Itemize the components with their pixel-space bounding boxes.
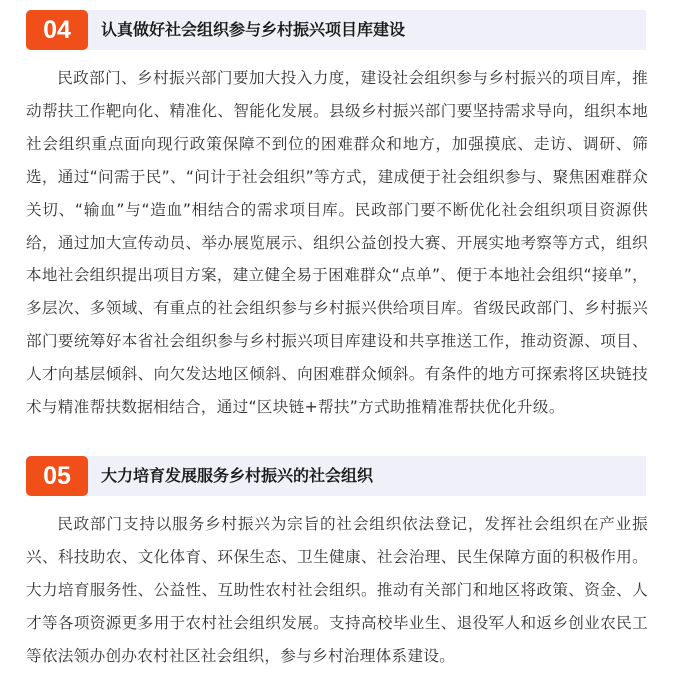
- section-number-badge: 05: [26, 456, 88, 496]
- section-title: 认真做好社会组织参与乡村振兴项目库建设: [101, 20, 406, 39]
- section-body-05: 民政部门支持以服务乡村振兴为宗旨的社会组织依法登记，发挥社会组织在产业振兴、科技助农、文化体育、环保生态、卫生健康、社会治理、民生保障方面的积极作用。大力培育服务性、公益性、互助性农村社会组织。推动有关部门和地区将政策、资金、人才等各项资源更多用于农村社会组织发展。支持高校毕业生、退役军人和返乡创业农民工等依法领办创办农村社区社会组织，参与乡村治理体系建设。: [26, 515, 648, 665]
- section-header-04: [26, 10, 646, 50]
- section-title: 大力培育发展服务乡村振兴的社会组织: [101, 466, 374, 485]
- section-body-04: 民政部门、乡村振兴部门要加大投入力度，建设社会组织参与乡村振兴的项目库，推动帮扶工作靶向化、精准化、智能化发展。县级乡村振兴部门要坚持需求导向，组织本地社会组织重点面向现行政策保障不到位的困难群众和地方，加强摸底、走访、调研、筛选，通过“问需于民”、“问计于社会组织”等方式，建成便于社会组织参与、聚焦困难群众关切、“输血”与“造血”相结合的需求项目库。民政部门要不断优化社会组织项目资源供给，通过加大宣传动员、举办展览展示、组织公益创投大赛、开展实地考察等方式，组织本地社会组织提出项目方案，建立健全易于困难群众“点单”、便于本地社会组织“接单”，多层次、多领域、有重点的社会组织参与乡村振兴供给项目库。省级民政部门、乡村振兴部门要统筹好本省社会组织参与乡村振兴项目库建设和共享推送工作，推动资源、项目、人才向基层倾斜、向欠发达地区倾斜、向困难群众倾斜。有条件的地方可探索将区块链技术与精准帮扶数据相结合，通过“区块链+帮扶”方式助推精准帮扶优化升级。: [26, 69, 648, 417]
- section-number-badge: 04: [26, 10, 88, 50]
- section-header-05: [26, 456, 646, 496]
